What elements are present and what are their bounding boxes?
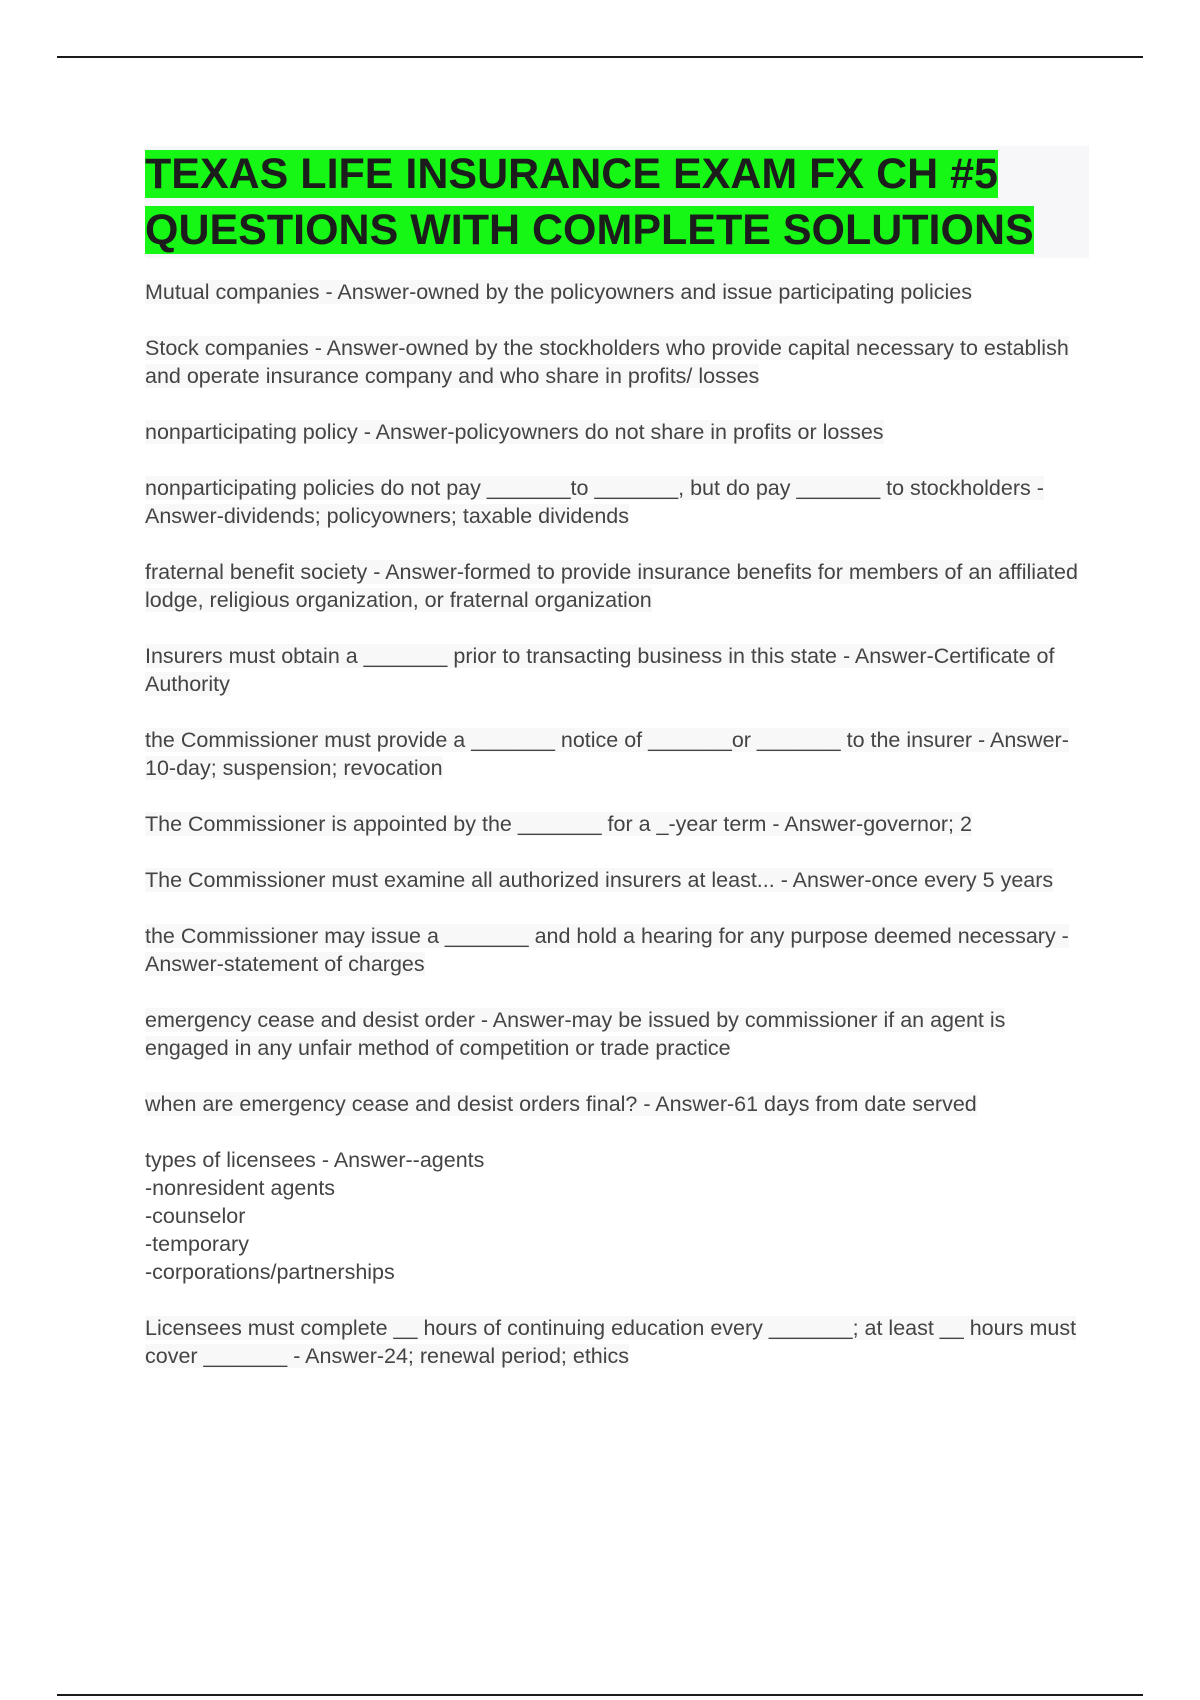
qa-item-8 <box>145 810 1089 838</box>
qa-item-1 <box>145 278 1089 306</box>
qa-text: nonparticipating policies do not pay _______to _______, but do pay _______ to stockholders - Answer-dividends; policyowners; taxable dividends <box>145 476 1044 528</box>
title-highlight: TEXAS LIFE INSURANCE EXAM FX CH #5 QUESTIONS WITH COMPLETE SOLUTIONS <box>145 150 1034 254</box>
qa-item-2 <box>145 334 1089 390</box>
qa-item-10 <box>145 922 1089 978</box>
qa-text: fraternal benefit society - Answer-formed to provide insurance benefits for members of an affiliated lodge, religious organization, or fraternal organization <box>145 560 1078 612</box>
qa-item-5 <box>145 558 1089 614</box>
qa-text: The Commissioner is appointed by the _______ for a _-year term - Answer-governor; 2 <box>145 812 972 836</box>
qa-text: The Commissioner must examine all authorized insurers at least... - Answer-once every 5 years <box>145 868 1054 892</box>
qa-text: emergency cease and desist order - Answer-may be issued by commissioner if an agent is engaged in any unfair method of competition or trade practice <box>145 1008 1006 1060</box>
qa-text: the Commissioner must provide a _______ notice of _______or _______ to the insurer - Answer-10-day; suspension; revocation <box>145 728 1069 780</box>
qa-text: when are emergency cease and desist orders final? - Answer-61 days from date served <box>145 1092 977 1116</box>
document-body <box>145 146 1089 1398</box>
bottom-rule <box>57 1694 1143 1696</box>
licensee-line: -counselor <box>145 1204 246 1228</box>
licensee-line: types of licensees - Answer--agents <box>145 1148 485 1172</box>
title-block <box>145 146 1089 258</box>
top-rule <box>57 56 1143 58</box>
qa-item-12 <box>145 1090 1089 1118</box>
qa-item-9 <box>145 866 1089 894</box>
licensee-line: -corporations/partnerships <box>145 1260 395 1284</box>
qa-text: Stock companies - Answer-owned by the stockholders who provide capital necessary to establish and operate insurance company and who share in profits/ losses <box>145 336 1069 388</box>
qa-text: Licensees must complete __ hours of continuing education every _______; at least __ hours must cover _______ - Answer-24; renewal period; ethics <box>145 1316 1077 1368</box>
qa-text: the Commissioner may issue a _______ and hold a hearing for any purpose deemed necessary - Answer-statement of charges <box>145 924 1069 976</box>
qa-text: Mutual companies - Answer-owned by the policyowners and issue participating policies <box>145 280 972 304</box>
qa-item-4 <box>145 474 1089 530</box>
licensee-line: -nonresident agents <box>145 1176 336 1200</box>
document-title <box>145 146 1089 258</box>
qa-item-6 <box>145 642 1089 698</box>
qa-text: Insurers must obtain a _______ prior to transacting business in this state - Answer-Certificate of Authority <box>145 644 1055 696</box>
qa-text: nonparticipating policy - Answer-policyowners do not share in profits or losses <box>145 420 884 444</box>
qa-item-14 <box>145 1314 1089 1370</box>
licensee-types-item <box>145 1146 1089 1286</box>
licensee-line: -temporary <box>145 1232 249 1256</box>
qa-item-3 <box>145 418 1089 446</box>
qa-item-7 <box>145 726 1089 782</box>
qa-item-11 <box>145 1006 1089 1062</box>
